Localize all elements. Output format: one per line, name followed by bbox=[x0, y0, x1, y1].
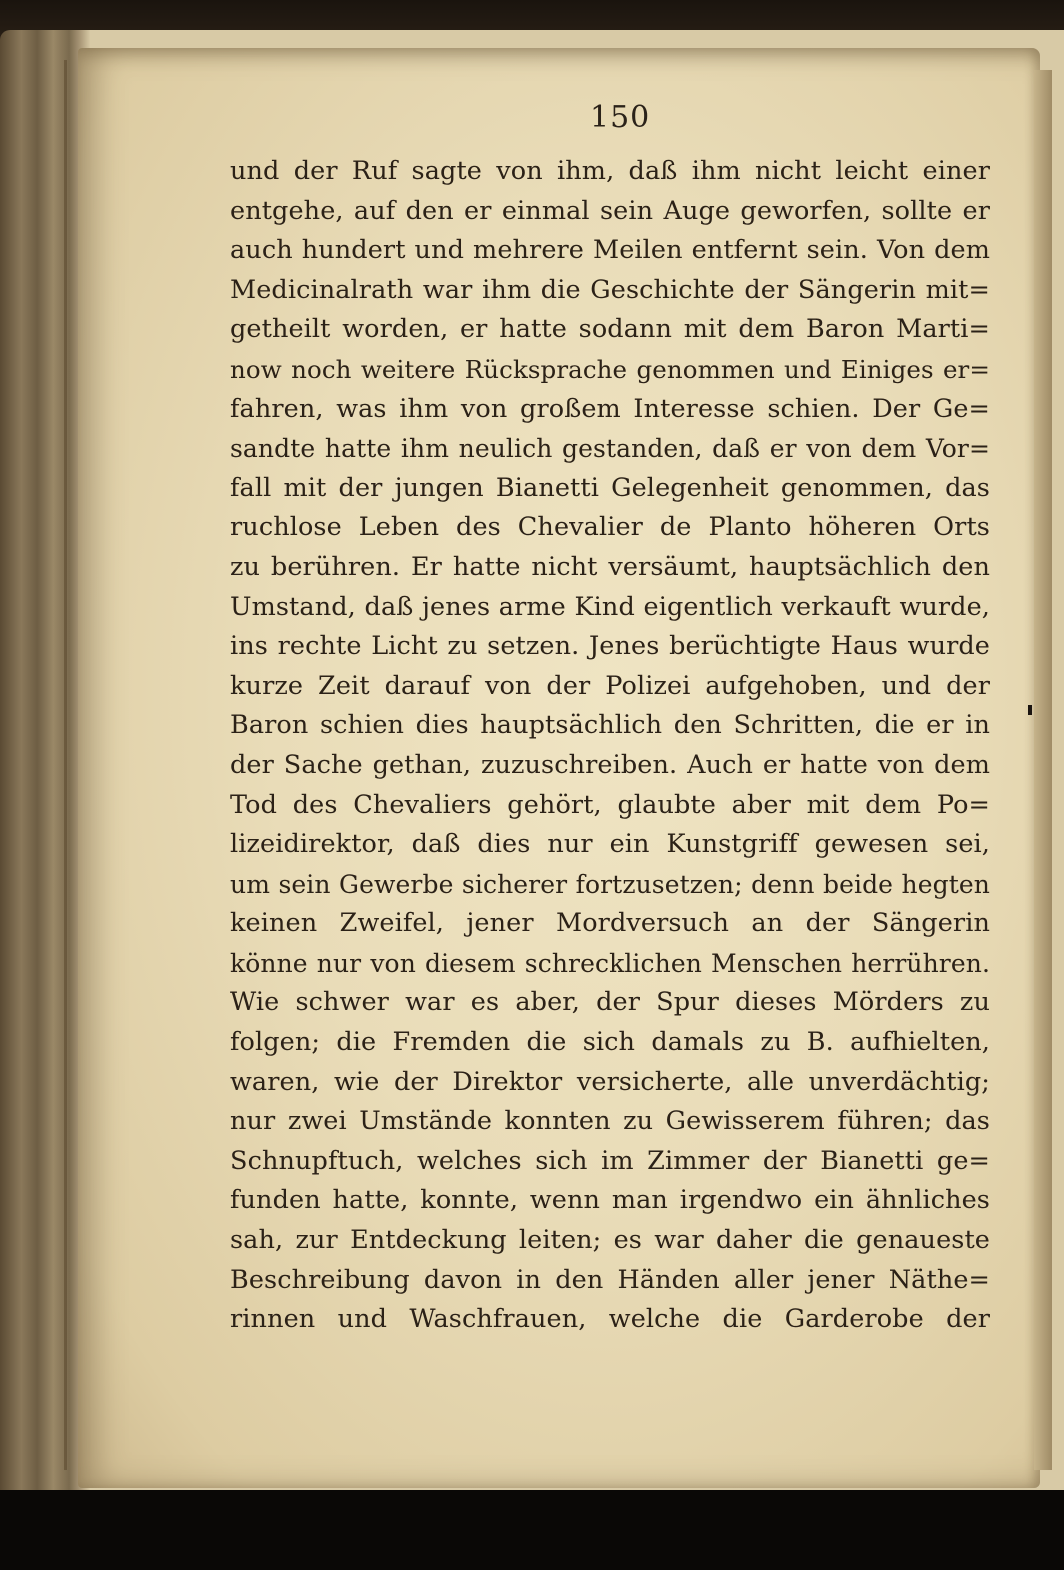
text-line: keinen Zweifel, jener Mordversuch an der Sängerin bbox=[230, 908, 990, 939]
text-line: Beschreibung davon in den Händen aller jener Näthe= bbox=[230, 1264, 990, 1295]
text-line: ruchlose Leben des Chevalier de Planto höheren Orts bbox=[230, 512, 990, 543]
page-fold bbox=[64, 60, 67, 1470]
text-line: funden hatte, konnte, wenn man irgendwo ein ähnliches bbox=[230, 1185, 990, 1216]
page-text bbox=[230, 152, 990, 1340]
text-line: folgen; die Fremden die sich damals zu B. aufhielten, bbox=[230, 1027, 990, 1058]
text-line: entgehe, auf den er einmal sein Auge geworfen, sollte er bbox=[230, 195, 990, 226]
text-line: könne nur von diesem schrecklichen Menschen herrühren. bbox=[230, 948, 990, 978]
text-line: Wie schwer war es aber, der Spur dieses Mörders zu bbox=[230, 987, 990, 1018]
text-line: Baron schien dies hauptsächlich den Schritten, die er in bbox=[230, 710, 990, 741]
text-line: sah, zur Entdeckung leiten; es war daher die genaueste bbox=[230, 1225, 990, 1256]
text-line: der Sache gethan, zuzuschreiben. Auch er hatte von dem bbox=[230, 749, 990, 780]
text-line: Umstand, daß jenes arme Kind eigentlich verkauft wurde, bbox=[230, 591, 990, 622]
text-line: ins rechte Licht zu setzen. Jenes berüchtigte Haus wurde bbox=[230, 631, 990, 662]
text-line: sandte hatte ihm neulich gestanden, daß er von dem Vor= bbox=[230, 434, 990, 464]
text-line: um sein Gewerbe sicherer fortzusetzen; denn beide hegten bbox=[230, 869, 990, 899]
text-line: fahren, was ihm von großem Interesse schien. Der Ge= bbox=[230, 393, 990, 424]
text-line: now noch weitere Rücksprache genommen und Einiges er= bbox=[230, 354, 990, 384]
text-line: zu berühren. Er hatte nicht versäumt, hauptsächlich den bbox=[230, 551, 990, 582]
bottom-background bbox=[0, 1490, 1064, 1570]
edge-mark bbox=[1028, 705, 1032, 715]
page-number: 150 bbox=[590, 100, 651, 135]
text-line: auch hundert und mehrere Meilen entfernt sein. Von dem bbox=[230, 235, 990, 266]
text-line: getheilt worden, er hatte sodann mit dem Baron Marti= bbox=[230, 314, 990, 345]
text-line: rinnen und Waschfrauen, welche die Garderobe der bbox=[230, 1304, 990, 1335]
text-line: Tod des Chevaliers gehört, glaubte aber mit dem Po= bbox=[230, 789, 990, 820]
text-line: kurze Zeit darauf von der Polizei aufgehoben, und der bbox=[230, 670, 990, 701]
text-line: waren, wie der Direktor versicherte, alle unverdächtig; bbox=[230, 1066, 990, 1097]
text-line: nur zwei Umstände konnten zu Gewisserem führen; das bbox=[230, 1106, 990, 1137]
text-line: fall mit der jungen Bianetti Gelegenheit genommen, das bbox=[230, 472, 990, 503]
text-line: lizeidirektor, daß dies nur ein Kunstgriff gewesen sei, bbox=[230, 829, 990, 860]
text-line: Medicinalrath war ihm die Geschichte der Sängerin mit= bbox=[230, 274, 990, 305]
page-right-edge bbox=[1034, 70, 1052, 1470]
text-line: und der Ruf sagte von ihm, daß ihm nicht leicht einer bbox=[230, 156, 990, 186]
text-line: Schnupftuch, welches sich im Zimmer der Bianetti ge= bbox=[230, 1145, 990, 1176]
